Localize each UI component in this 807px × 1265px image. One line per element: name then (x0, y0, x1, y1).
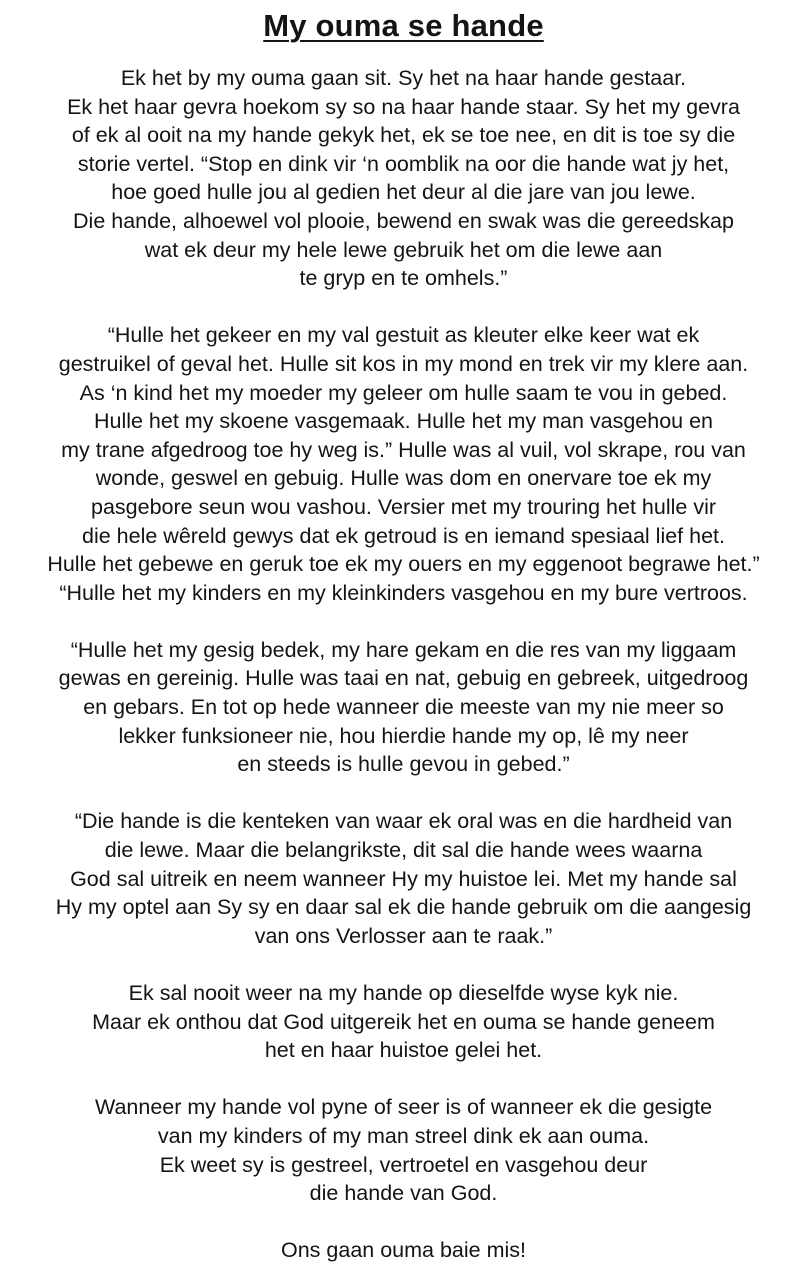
text-line: Ek sal nooit weer na my hande op dieselfde wyse kyk nie. (128, 981, 679, 1005)
paragraph-2 (0, 321, 807, 607)
paragraph-4 (0, 807, 807, 950)
text-line: die hande van God. (309, 1181, 498, 1206)
text-line: pasgebore seun wou vashou. Versier met my trouring het hulle vir (90, 494, 717, 519)
text-line: van my kinders of my man streel dink ek aan ouma. (157, 1123, 650, 1148)
text-line: Wanneer my hande vol pyne of seer is of wanneer ek die gesigte (94, 1095, 713, 1120)
paragraph-1 (0, 64, 807, 293)
text-line: wat ek deur my hele lewe gebruik het om die lewe aan (144, 237, 663, 262)
text-line: die hele wêreld gewys dat ek getroud is en iemand spesiaal lief het. (82, 523, 725, 548)
document-title: My ouma se hande (263, 8, 544, 43)
text-line: of ek al ooit na my hande gekyk het, ek se toe nee, en dit is toe sy die (71, 123, 736, 148)
text-line: “Die hande is die kenteken van waar ek oral was en die hardheid van (74, 809, 733, 834)
text-line: Ek het haar gevra hoekom sy so na haar hande staar. Sy het my gevra (67, 94, 740, 119)
text-line: te gryp en te omhels.” (299, 266, 508, 291)
text-line: Die hande, alhoewel vol plooie, bewend en swak was die gereedskap (73, 208, 734, 233)
text-line: gestruikel of geval het. Hulle sit kos in my mond en trek vir my klere aan. (58, 351, 749, 376)
text-line: “Hulle het gekeer en my val gestuit as kleuter elke keer wat ek (107, 323, 700, 348)
closing-line (0, 1236, 807, 1265)
text-line: Maar ek onthou dat God uitgereik het en ouma se hande geneem (92, 1009, 715, 1034)
text-line: Ons gaan ouma baie mis! (281, 1238, 526, 1263)
paragraph-6 (0, 1093, 807, 1207)
text-line: wonde, geswel en gebuig. Hulle was dom en onervare toe ek my (95, 466, 712, 491)
text-line: en steeds is hulle gevou in gebed.” (237, 752, 570, 777)
text-line: gewas en gereinig. Hulle was taai en nat, gebuig en gebreek, uitgedroog (58, 666, 749, 691)
text-line: Ek weet sy is gestreel, vertroetel en vasgehou deur (159, 1152, 648, 1177)
text-line: Hulle het gebewe en geruk toe ek my ouers en my eggenoot begrawe het.” (47, 552, 760, 577)
text-line: hoe goed hulle jou al gedien het deur al die jare van jou lewe. (111, 180, 696, 205)
paragraph-3 (0, 636, 807, 779)
text-line: storie vertel. “Stop en dink vir ‘n oomblik na oor die hande wat jy het, (77, 151, 730, 176)
paragraph-5 (0, 979, 807, 1065)
text-line: “Hulle het my gesig bedek, my hare gekam en die res van my liggaam (70, 637, 737, 662)
text-line: en gebars. En tot op hede wanneer die meeste van my nie meer so (83, 695, 724, 720)
text-line: Ek het by my ouma gaan sit. Sy het na haar hande gestaar. (120, 66, 687, 90)
text-line: die lewe. Maar die belangrikste, dit sal die hande wees waarna (104, 838, 703, 863)
text-line: “Hulle het my kinders en my kleinkinders vasgehou en my bure vertroos. (59, 580, 748, 605)
text-line: van ons Verlosser aan te raak.” (254, 923, 553, 948)
text-line: my trane afgedroog toe hy weg is.” Hulle was al vuil, vol skrape, rou van (61, 437, 746, 462)
text-line: God sal uitreik en neem wanneer Hy my huistoe lei. Met my hande sal (70, 866, 737, 891)
text-line: Hy my optel aan Sy sy en daar sal ek die hande gebruik om die aangesig (55, 895, 752, 920)
text-line: As ‘n kind het my moeder my geleer om hulle saam te vou in gebed. (79, 380, 728, 405)
text-line: Hulle het my skoene vasgemaak. Hulle het my man vasgehou en (93, 409, 714, 434)
text-line: het en haar huistoe gelei het. (264, 1038, 543, 1063)
document-body (0, 64, 807, 1265)
text-line: lekker funksioneer nie, hou hierdie hande my op, lê my neer (118, 723, 689, 748)
